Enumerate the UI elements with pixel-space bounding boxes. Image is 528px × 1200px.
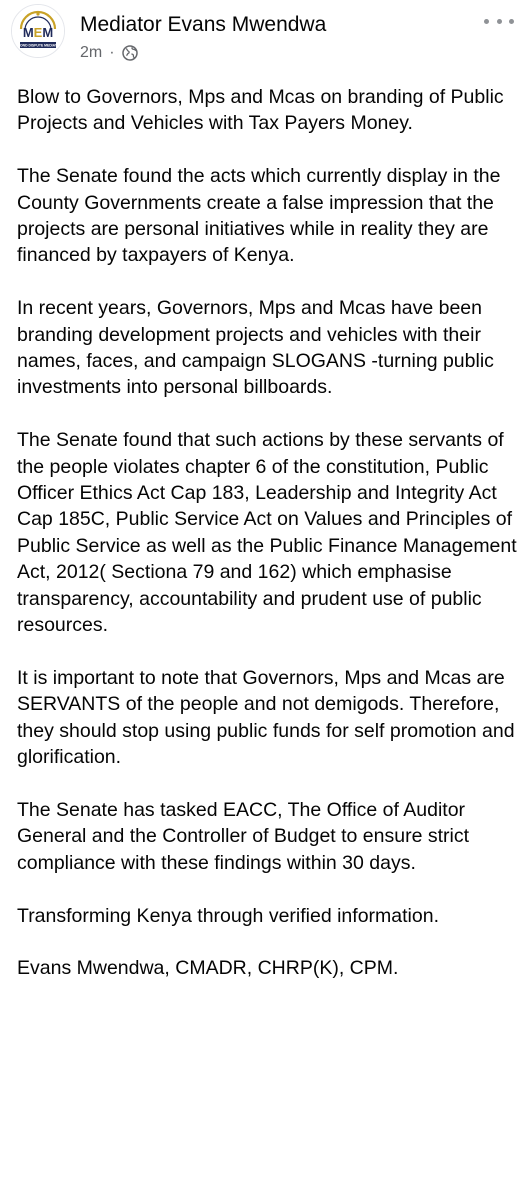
post-paragraph: Blow to Governors, Mps and Mcas on branding of Public Projects and Vehicles with Tax Payers Money. <box>17 86 504 135</box>
post-meta <box>80 44 138 62</box>
avatar[interactable] <box>11 4 65 58</box>
mem-logo <box>12 5 64 57</box>
logo-lettering: MEM <box>22 25 54 40</box>
post-signature: Evans Mwendwa, CMADR, CHRP(K), CPM. <box>17 957 399 980</box>
author-name[interactable]: Mediator Evans Mwendwa <box>80 13 327 36</box>
more-options-icon[interactable] <box>484 9 514 33</box>
post-paragraph: The Senate has tasked EACC, The Office of Auditor General and the Controller of Budget to ensure strict compliance with these findings within 30 days. <box>17 798 470 874</box>
meta-separator: · <box>109 44 115 61</box>
post-body <box>17 84 522 982</box>
svg-text:BEYOND DISPUTE MEDIATION: BEYOND DISPUTE MEDIATION <box>13 43 63 48</box>
post-paragraph: It is important to note that Governors, Mps and Mcas are SERVANTS of the people and not demigods. Therefore, they should stop using public funds for self promotion and glorification. <box>17 666 515 769</box>
globe-icon[interactable] <box>122 45 138 61</box>
post-paragraph: The Senate found the acts which currently display in the County Governments create a false impression that the projects are personal initiatives while in reality they are financed by taxpayers of Kenya. <box>17 165 501 267</box>
post-paragraph: In recent years, Governors, Mps and Mcas have been branding development projects and vehicles with their names, faces, and campaign SLOGANS -turning public investments into personal billboards. <box>17 297 494 399</box>
post-paragraph: The Senate found that such actions by these servants of the people violates chapter 6 of the constitution, Public Officer Ethics Act Cap 183, Leadership and Integrity Act Cap 185C, Public Service Act on Values and Principles of Public Service as well as the Public Finance Management Act, 2012( Sectiona 79 and 162) which emphasise transparency, accountability and prudent use of public resources. <box>17 429 517 637</box>
post-paragraph: Transforming Kenya through verified information. <box>17 904 439 927</box>
post-timestamp[interactable]: 2m <box>80 44 103 61</box>
post-header <box>0 0 528 80</box>
